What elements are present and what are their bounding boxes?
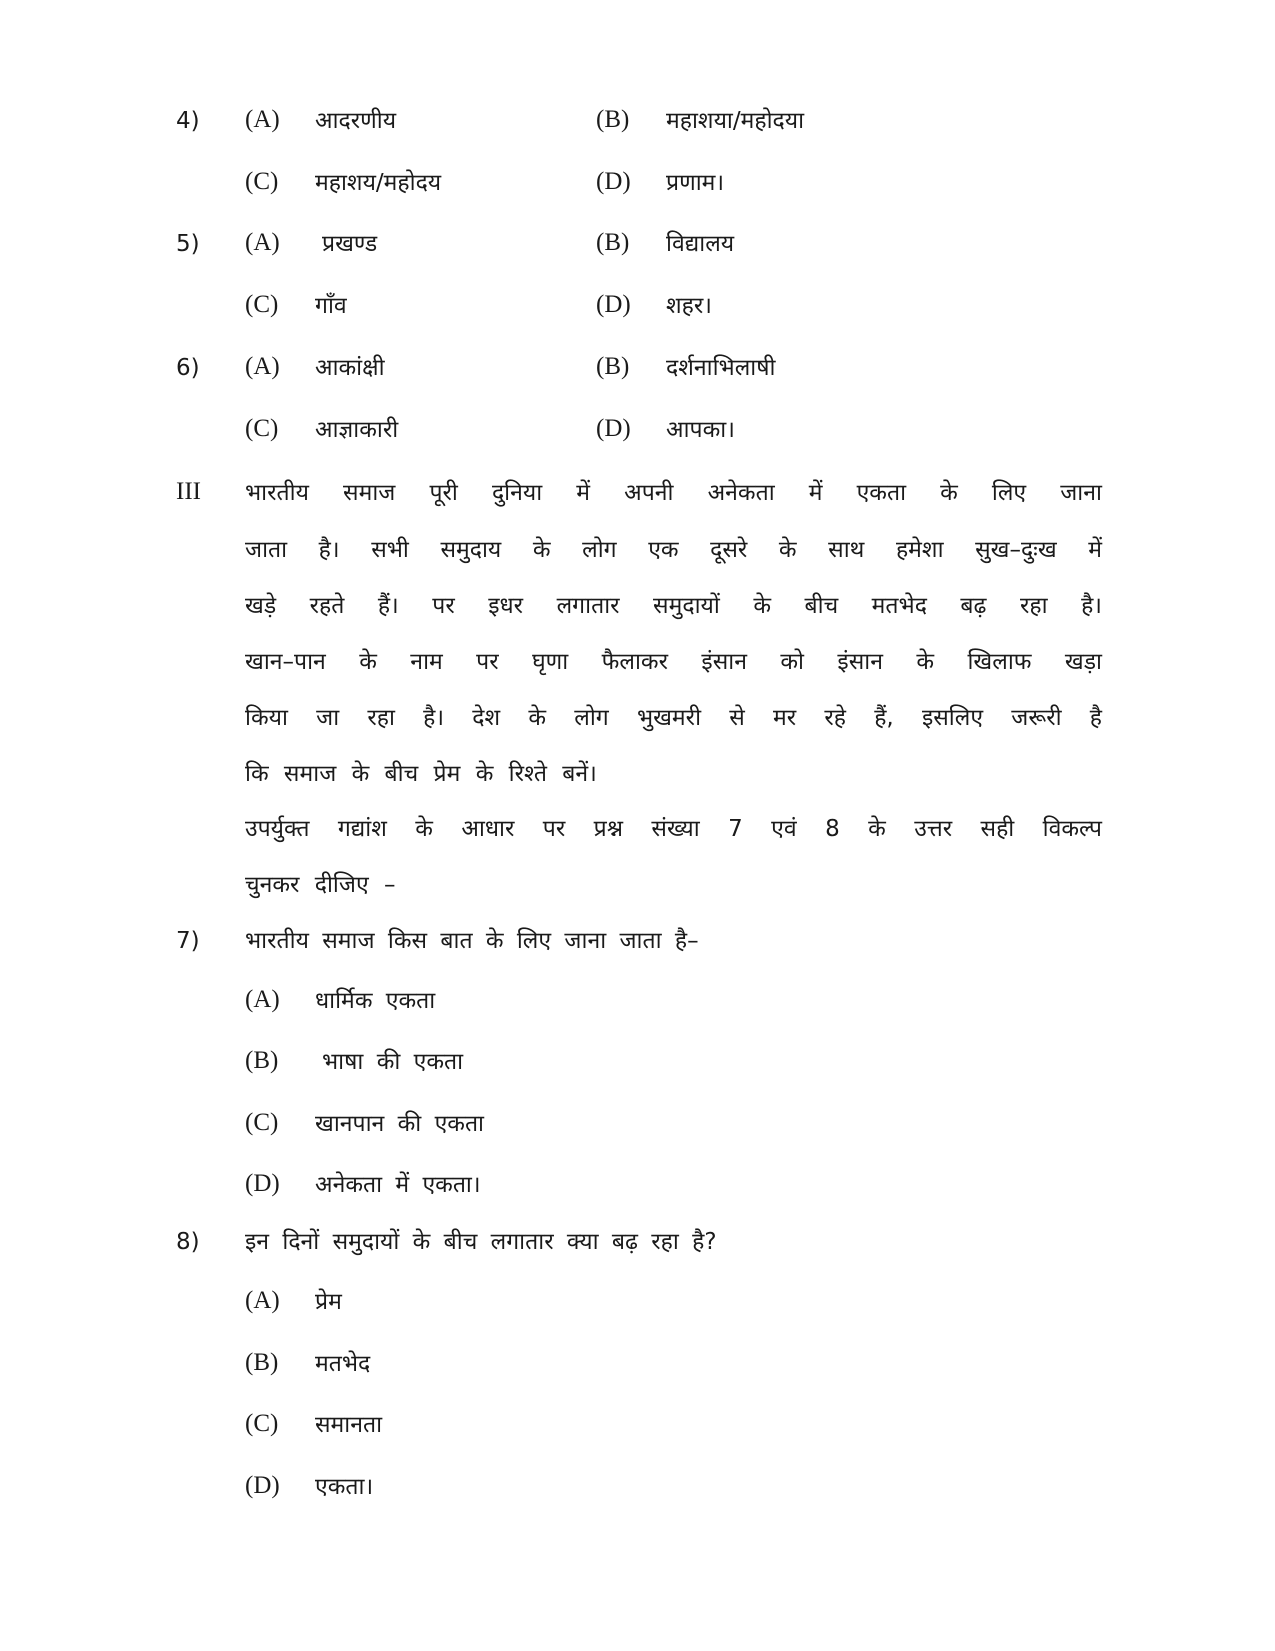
instruction-line: उपर्युक्त गद्यांश के आधार पर प्रश्न संख्या 7 एवं 8 के उत्तर सही विकल्प: [245, 816, 1102, 842]
q5-option-d-label: (D): [596, 291, 631, 318]
q7-option-label: (D): [245, 1170, 280, 1197]
q7-option-text: अनेकता में एकता।: [315, 1172, 481, 1198]
q5-option-d-text: शहर।: [666, 293, 712, 319]
q8-option-text: प्रेम: [315, 1289, 342, 1315]
question-7-number: 7): [176, 928, 200, 954]
q7-option-text: धार्मिक एकता: [315, 988, 436, 1014]
question-8-text: इन दिनों समुदायों के बीच लगातार क्या बढ़ रहा है?: [245, 1229, 717, 1255]
q7-option-text: खानपान की एकता: [315, 1111, 485, 1137]
q6-option-b-label: (B): [596, 353, 630, 380]
q7-option-text: भाषा की एकता: [322, 1049, 464, 1075]
q4-option-c-text: महाशय/महोदय: [315, 170, 442, 196]
q7-option-label: (B): [245, 1047, 279, 1074]
q6-option-d-label: (D): [596, 415, 631, 442]
q6-option-d-text: आपका।: [666, 417, 735, 443]
q8-option-text: मतभेद: [315, 1351, 371, 1377]
question-4-number: 4): [176, 108, 200, 134]
q5-option-b-label: (B): [596, 229, 630, 256]
question-6-number: 6): [176, 355, 200, 381]
q4-option-a-text: आदरणीय: [315, 108, 397, 134]
instruction-line: चुनकर दीजिए –: [245, 872, 396, 898]
q4-option-a-label: (A): [245, 106, 280, 133]
q5-option-c-text: गाँव: [315, 293, 347, 319]
passage-line: खान–पान के नाम पर घृणा फैलाकर इंसान को इंसान के खिलाफ खड़ा: [245, 649, 1102, 675]
passage-line: किया जा रहा है। देश के लोग भुखमरी से मर रहे हैं, इसलिए जरूरी है: [245, 705, 1102, 731]
q8-option-label: (A): [245, 1287, 280, 1314]
q6-option-a-label: (A): [245, 353, 280, 380]
q7-option-label: (A): [245, 986, 280, 1013]
q8-option-label: (C): [245, 1410, 279, 1437]
q6-option-c-text: आज्ञाकारी: [315, 417, 399, 443]
question-5-number: 5): [176, 231, 200, 257]
q4-option-d-text: प्रणाम।: [666, 170, 725, 196]
q8-option-label: (B): [245, 1349, 279, 1376]
q4-option-c-label: (C): [245, 168, 279, 195]
q5-option-a-label: (A): [245, 229, 280, 256]
q4-option-d-label: (D): [596, 168, 631, 195]
passage-line: जाता है। सभी समुदाय के लोग एक दूसरे के साथ हमेशा सुख–दुःख में: [245, 537, 1102, 563]
q5-option-a-text: प्रखण्ड: [322, 231, 378, 257]
passage-line: खड़े रहते हैं। पर इधर लगातार समुदायों के बीच मतभेद बढ़ रहा है।: [245, 593, 1102, 619]
question-7-text: भारतीय समाज किस बात के लिए जाना जाता है–: [245, 928, 699, 954]
q7-option-label: (C): [245, 1109, 279, 1136]
q8-option-text: समानता: [315, 1412, 383, 1438]
q6-option-b-text: दर्शनाभिलाषी: [666, 355, 776, 381]
q6-option-a-text: आकांक्षी: [315, 355, 385, 381]
q4-option-b-label: (B): [596, 106, 630, 133]
q4-option-b-text: महाशया/महोदया: [666, 108, 805, 134]
q5-option-c-label: (C): [245, 291, 279, 318]
passage-line: भारतीय समाज पूरी दुनिया में अपनी अनेकता में एकता के लिए जाना: [245, 480, 1102, 506]
q5-option-b-text: विद्यालय: [666, 231, 735, 257]
question-8-number: 8): [176, 1229, 200, 1255]
q8-option-text: एकता।: [315, 1474, 374, 1500]
q6-option-c-label: (C): [245, 415, 279, 442]
q8-option-label: (D): [245, 1472, 280, 1499]
passage-line: कि समाज के बीच प्रेम के रिश्ते बनें।: [245, 761, 597, 787]
section-3-marker: III: [176, 478, 201, 505]
